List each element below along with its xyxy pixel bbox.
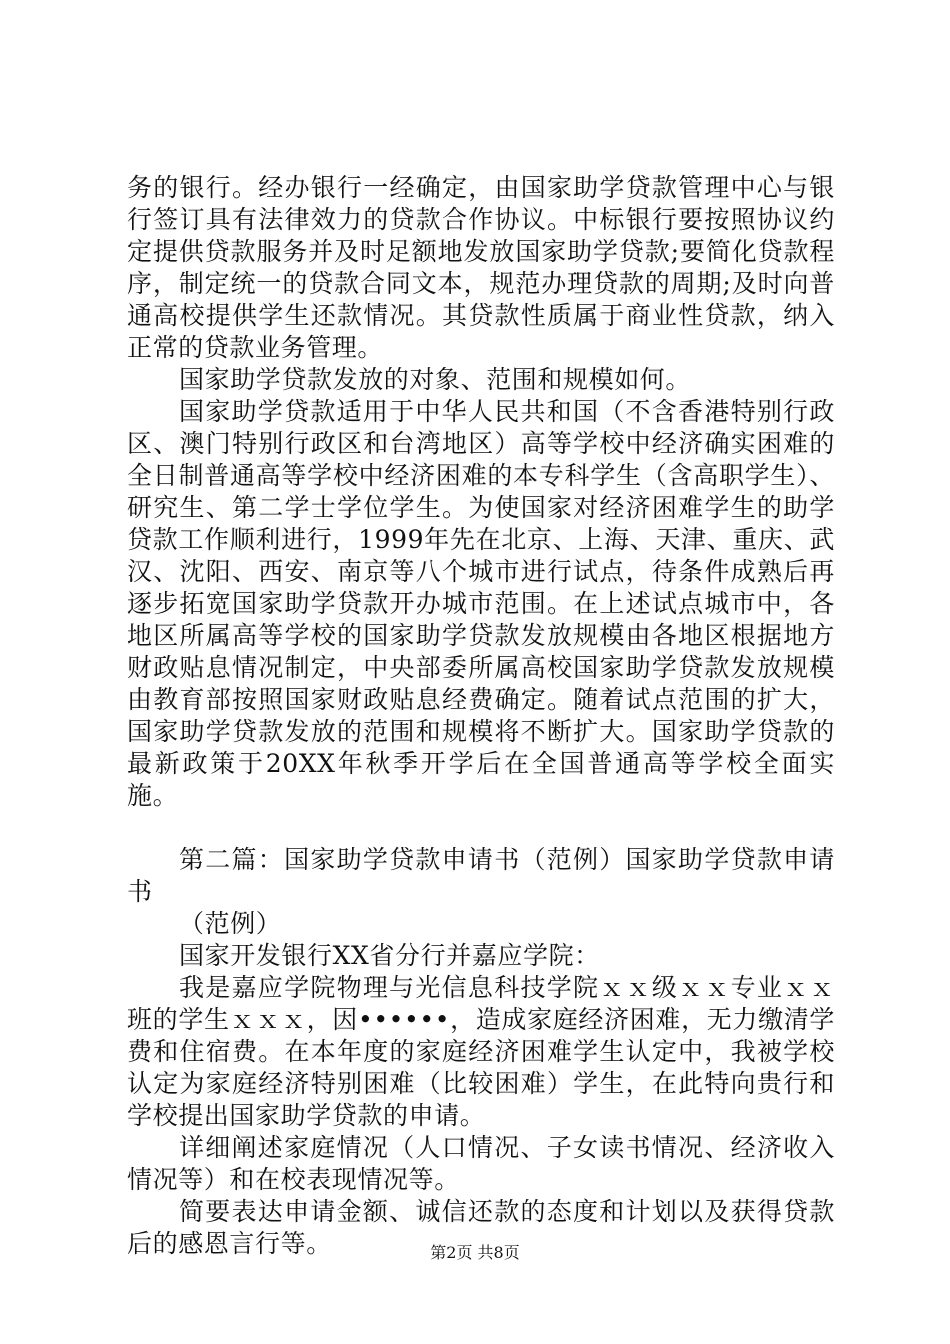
paragraph-example-label: （范例）	[179, 909, 282, 938]
paragraph-student-statement: 我是嘉应学院物理与光信息科技学院ｘｘ级ｘｘ专业ｘｘ班的学生ｘｘｘ，因••••••，造成家庭经济困难，无力缴清学费和住宿费。在本年度的家庭经济困难学生认定中，我被学校认定为家庭经济特别困难（比较困难）学生，在此特向贵行和学校提出国家助学贷款的申请。	[127, 973, 835, 1130]
page-number-footer: 第2页 共8页	[430, 1243, 520, 1262]
paragraph-spacer	[127, 812, 835, 844]
paragraph-loan-scope: 国家助学贷款适用于中华人民共和国（不含香港特别行政区、澳门特别行政区和台湾地区）高等学校中经济确实困难的全日制普通高等学校中经济困难的本专科学生（含高职学生）、研究生、第二学士学位学生。为使国家对经济困难学生的助学贷款工作顺利进行，1999年先在北京、上海、天津、重庆、武汉、沈阳、西安、南京等八个城市进行试点，待条件成熟后再逐步拓宽国家助学贷款开办城市范围。在上述试点城市中，各地区所属高等学校的国家助学贷款发放规模由各地区根据地方财政贴息情况制定，中央部委所属高校国家助学贷款发放规模由教育部按照国家财政贴息经费确定。随着试点范围的扩大，国家助学贷款发放的范围和规模将不断扩大。国家助学贷款的最新政策于20XX年秋季开学后在全国普通高等学校全面实施。	[127, 397, 835, 810]
section-heading-application: 第二篇：国家助学贷款申请书（范例）国家助学贷款申请书	[127, 845, 835, 906]
document-body	[127, 172, 835, 1260]
paragraph-loan-plan: 简要表达申请金额、诚信还款的态度和计划以及获得贷款后的感恩言行等。	[127, 1197, 835, 1258]
paragraph-bank-agreement: 务的银行。经办银行一经确定，由国家助学贷款管理中心与银行签订具有法律效力的贷款合作协议。中标银行要按照协议约定提供贷款服务并及时足额地发放国家助学贷款;要简化贷款程序，制定统一的贷款合同文本，规范办理贷款的周期;及时向普通高校提供学生还款情况。其贷款性质属于商业性贷款，纳入正常的贷款业务管理。	[127, 173, 835, 362]
paragraph-salutation: 国家开发银行XX省分行并嘉应学院：	[179, 941, 600, 970]
paragraph-family-details: 详细阐述家庭情况（人口情况、子女读书情况、经济收入情况等）和在校表现情况等。	[127, 1133, 835, 1194]
paragraph-question-scope: 国家助学贷款发放的对象、范围和规模如何。	[179, 365, 692, 394]
